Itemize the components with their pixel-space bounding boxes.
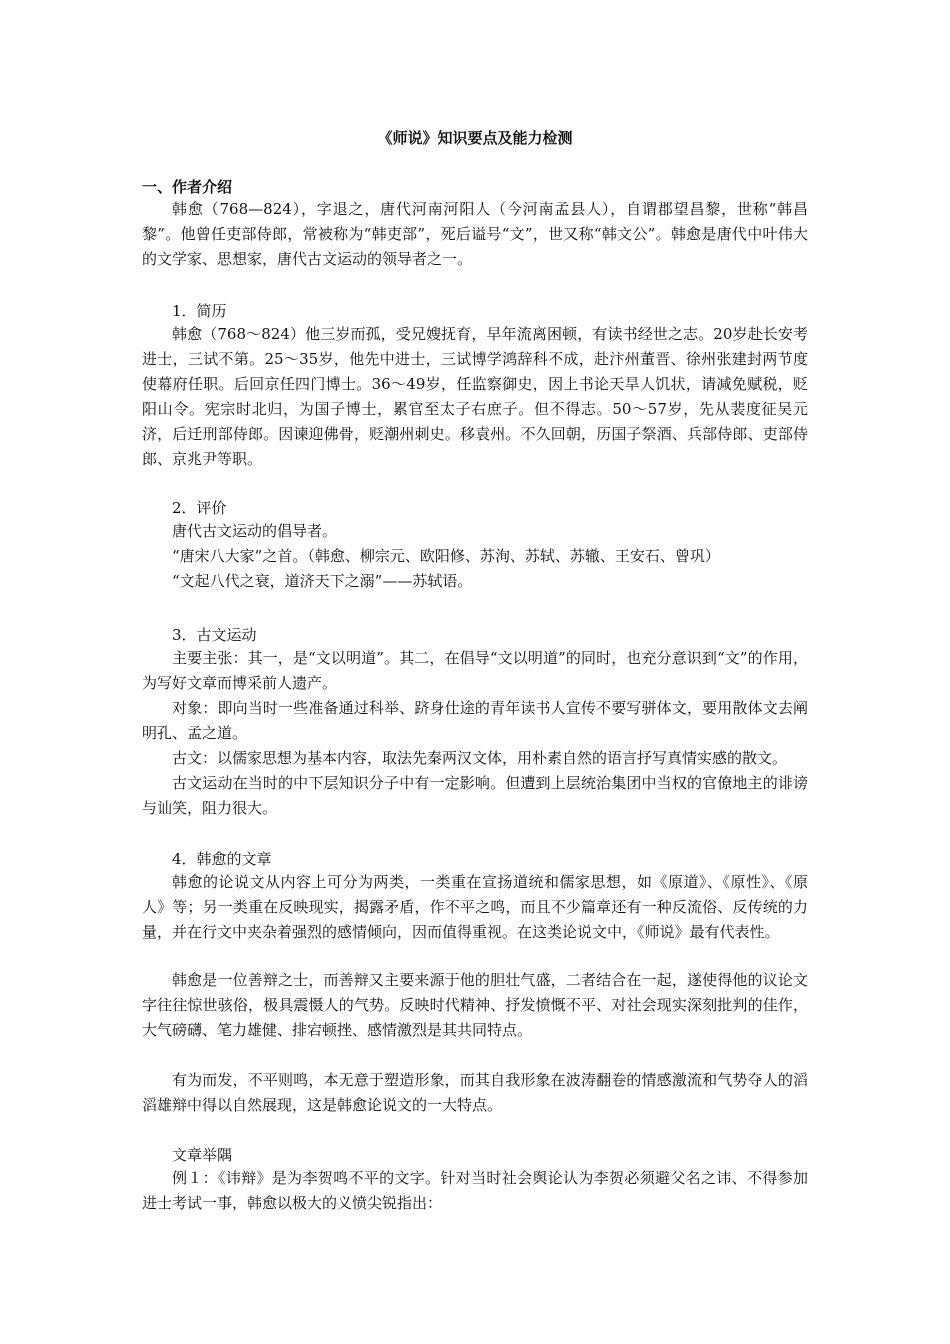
movement-heading: 3．古文运动 bbox=[172, 626, 257, 644]
evaluation-block bbox=[142, 519, 808, 594]
movement-para-3: 古文：以儒家思想为基本内容，取法先秦两汉文体，用朴素自然的语言抒写真情实感的散文。 bbox=[172, 749, 788, 767]
articles-heading: 4．韩愈的文章 bbox=[172, 850, 272, 868]
evaluation-heading: 2．评价 bbox=[172, 499, 227, 517]
evaluation-line-3: “文起八代之衰，道济天下之溺”——苏轼语。 bbox=[172, 572, 473, 590]
movement-para-1: 主要主张：其一，是“文以明道”。其二，在倡导“文以明道”的同时，也充分意识到“文”的作用，为写好文章而博采前人遗产。 bbox=[142, 649, 808, 692]
examples-heading: 文章举隅 bbox=[172, 1146, 233, 1164]
resume-heading: 1．简历 bbox=[172, 302, 227, 320]
articles-para-1: 韩愈的论说文从内容上可分为两类，一类重在宣扬道统和儒家思想，如《原道》、《原性》、《原人》等；另一类重在反映现实，揭露矛盾，作不平之鸣，而且不少篇章还有一种反流俗、反传统的力量，并在行文中夹杂着强烈的感情倾向，因而值得重视。在这类论说文中，《师说》最有代表性。 bbox=[142, 873, 808, 941]
document-title: 《师说》知识要点及能力检测 bbox=[377, 129, 573, 147]
resume-text: 韩愈（768～824）他三岁而孤，受兄嫂抚育，早年流离困顿，有读书经世之志。20岁赴长安考进士，三试不第。25～35岁，他先中进士，三试博学鸿辞科不成，赴汴州董晋、徐州张建封两节度使幕府任职。后回京任四门博士。36～49岁，任监察御史，因上书论天旱人饥状，请减免赋税，贬阳山令。宪宗时北归，为国子博士，累官至太子右庶子。但不得志。50～57岁，先从裴度征吴元济，后迁刑部侍郎。因谏迎佛骨，贬潮州刺史。移袁州。不久回朝，历国子祭酒、兵部侍郎、吏部侍郎、京兆尹等职。 bbox=[142, 325, 808, 468]
evaluation-line-2: “唐宋八大家”之首。（韩愈、柳宗元、欧阳修、苏洵、苏轼、苏辙、王安石、曾巩） bbox=[172, 547, 720, 565]
movement-block bbox=[142, 646, 808, 821]
example-1-text: 例１：《讳辩》是为李贺鸣不平的文字。针对当时社会舆论认为李贺必须避父名之讳、不得参加进士考试一事，韩愈以极大的义愤尖锐指出： bbox=[142, 1169, 808, 1212]
author-intro bbox=[142, 197, 808, 272]
examples-block bbox=[142, 1166, 808, 1216]
articles-block-1 bbox=[142, 870, 808, 945]
evaluation-line-1: 唐代古文运动的倡导者。 bbox=[172, 522, 338, 540]
author-intro-text: 韩愈（768—824），字退之，唐代河南河阳人（今河南孟县人），自谓郡望昌黎，世称“韩昌黎”。他曾任吏部侍郎，常被称为“韩吏部”，死后谥号“文”，世又称“韩文公”。韩愈是唐代中叶伟大的文学家、思想家，唐代古文运动的领导者之一。 bbox=[142, 200, 808, 268]
movement-para-2: 对象：即向当时一些准备通过科举、跻身仕途的青年读书人宣传不要写骈体文，要用散体文去阐明孔、孟之道。 bbox=[142, 699, 808, 742]
section-heading-author: 一、作者介绍 bbox=[142, 178, 233, 196]
articles-block-3 bbox=[142, 1068, 808, 1118]
articles-para-3: 有为而发，不平则鸣，本无意于塑造形象，而其自我形象在波涛翻卷的情感激流和气势夺人的滔滔雄辩中得以自然展现，这是韩愈论说文的一大特点。 bbox=[142, 1071, 808, 1114]
movement-para-4: 古文运动在当时的中下层知识分子中有一定影响。但遭到上层统治集团中当权的官僚地主的诽谤与讪笑，阻力很大。 bbox=[142, 774, 808, 817]
articles-block-2 bbox=[142, 968, 808, 1043]
articles-para-2: 韩愈是一位善辩之士，而善辩又主要来源于他的胆壮气盛，二者结合在一起，遂使得他的议论文字往往惊世骇俗，极具震慑人的气势。反映时代精神、抒发愤慨不平、对社会现实深刻批判的佳作，大气磅礴、笔力雄健、排宕顿挫、感情激烈是其共同特点。 bbox=[142, 971, 808, 1039]
resume-block bbox=[142, 322, 808, 472]
